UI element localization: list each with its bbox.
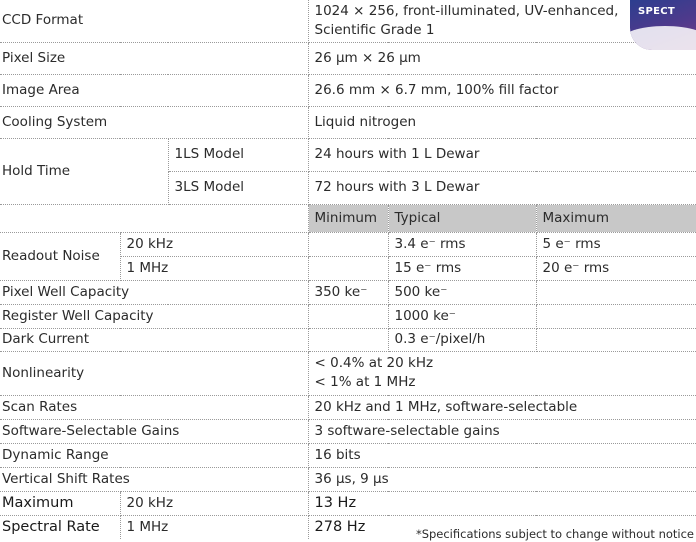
readout-typical: 3.4 e⁻ rms xyxy=(388,232,536,256)
readout-typical: 15 e⁻ rms xyxy=(388,256,536,280)
dark-current-label: Dark Current xyxy=(0,328,308,351)
hold-time-model: 1LS Model xyxy=(168,138,308,171)
footnote: *Specifications subject to change without notice xyxy=(415,527,694,541)
dark-current-min xyxy=(308,328,388,351)
pixel-well-typical: 500 ke⁻ xyxy=(388,280,536,304)
hold-time-model: 3LS Model xyxy=(168,171,308,204)
row-nonlinearity xyxy=(0,351,696,395)
pixel-size-value: 26 µm × 26 µm xyxy=(308,42,696,74)
row-ccd-format xyxy=(0,0,696,42)
register-well-typical: 1000 ke⁻ xyxy=(388,304,536,328)
column-header-row xyxy=(0,204,696,232)
spectral-rate-value: 278 Hz xyxy=(314,518,366,535)
row-image-area xyxy=(0,74,696,106)
badge-text: SPECT xyxy=(638,6,676,17)
cooling-label: Cooling System xyxy=(0,106,308,138)
image-area-label: Image Area xyxy=(0,74,308,106)
row-software-gains xyxy=(0,419,696,443)
register-well-label: Register Well Capacity xyxy=(0,304,308,328)
row-dynamic-range xyxy=(0,443,696,467)
dark-current-max xyxy=(536,328,696,351)
readout-max: 20 e⁻ rms xyxy=(536,256,696,280)
dynamic-range-label: Dynamic Range xyxy=(0,443,308,467)
register-well-min xyxy=(308,304,388,328)
vertical-shift-label: Vertical Shift Rates xyxy=(0,467,308,491)
scan-rates-label: Scan Rates xyxy=(0,395,308,419)
row-readout-noise-20khz xyxy=(0,232,696,256)
row-cooling-system xyxy=(0,106,696,138)
column-header-maximum: Maximum xyxy=(536,204,696,232)
spectral-rate-label-line2: Spectral Rate xyxy=(0,515,120,539)
row-register-well-capacity xyxy=(0,304,696,328)
row-dark-current xyxy=(0,328,696,351)
ccd-format-label: CCD Format xyxy=(0,0,308,42)
pixel-well-min: 350 ke⁻ xyxy=(308,280,388,304)
gains-label: Software-Selectable Gains xyxy=(0,419,308,443)
pixel-well-max xyxy=(536,280,696,304)
row-hold-time-1ls xyxy=(0,138,696,171)
readout-rate: 20 kHz xyxy=(120,232,308,256)
gains-value: 3 software-selectable gains xyxy=(308,419,696,443)
readout-max: 5 e⁻ rms xyxy=(536,232,696,256)
hold-time-value: 72 hours with 3 L Dewar xyxy=(308,171,696,204)
row-vertical-shift-rates xyxy=(0,467,696,491)
nonlinearity-value xyxy=(308,351,696,395)
row-pixel-size xyxy=(0,42,696,74)
row-spectral-rate-20khz xyxy=(0,491,696,515)
readout-noise-label: Readout Noise xyxy=(0,232,120,280)
image-area-value: 26.6 mm × 6.7 mm, 100% fill factor xyxy=(308,74,696,106)
badge-glow xyxy=(630,26,696,50)
pixel-well-label: Pixel Well Capacity xyxy=(0,280,308,304)
hold-time-label: Hold Time xyxy=(0,138,168,204)
readout-rate: 1 MHz xyxy=(120,256,308,280)
spectral-rate-rate: 20 kHz xyxy=(120,491,308,515)
readout-min xyxy=(308,232,388,256)
hold-time-value: 24 hours with 1 L Dewar xyxy=(308,138,696,171)
dynamic-range-value: 16 bits xyxy=(308,443,696,467)
nonlinearity-line2: < 1% at 1 MHz xyxy=(314,374,416,390)
spectral-rate-label-line1: Maximum xyxy=(0,491,120,515)
cooling-value: Liquid nitrogen xyxy=(308,106,696,138)
ccd-format-line1: 1024 × 256, front-illuminated, UV-enhanced, xyxy=(314,2,619,19)
pixel-size-label: Pixel Size xyxy=(0,42,308,74)
nonlinearity-line1: < 0.4% at 20 kHz xyxy=(314,355,434,371)
readout-min xyxy=(308,256,388,280)
nonlinearity-label: Nonlinearity xyxy=(0,351,308,395)
dark-current-typical: 0.3 e⁻/pixel/h xyxy=(388,328,536,351)
column-header-typical: Typical xyxy=(388,204,536,232)
ccd-format-line2: Scientific Grade 1 xyxy=(314,21,435,38)
spectral-rate-rate: 1 MHz xyxy=(120,515,308,539)
brand-badge xyxy=(630,0,696,50)
spectral-rate-value: 13 Hz xyxy=(308,491,696,515)
row-scan-rates xyxy=(0,395,696,419)
column-header-minimum: Minimum xyxy=(308,204,388,232)
row-pixel-well-capacity xyxy=(0,280,696,304)
register-well-max xyxy=(536,304,696,328)
scan-rates-value: 20 kHz and 1 MHz, software-selectable xyxy=(308,395,696,419)
column-header-spacer xyxy=(0,204,308,232)
vertical-shift-value: 36 µs, 9 µs xyxy=(308,467,696,491)
